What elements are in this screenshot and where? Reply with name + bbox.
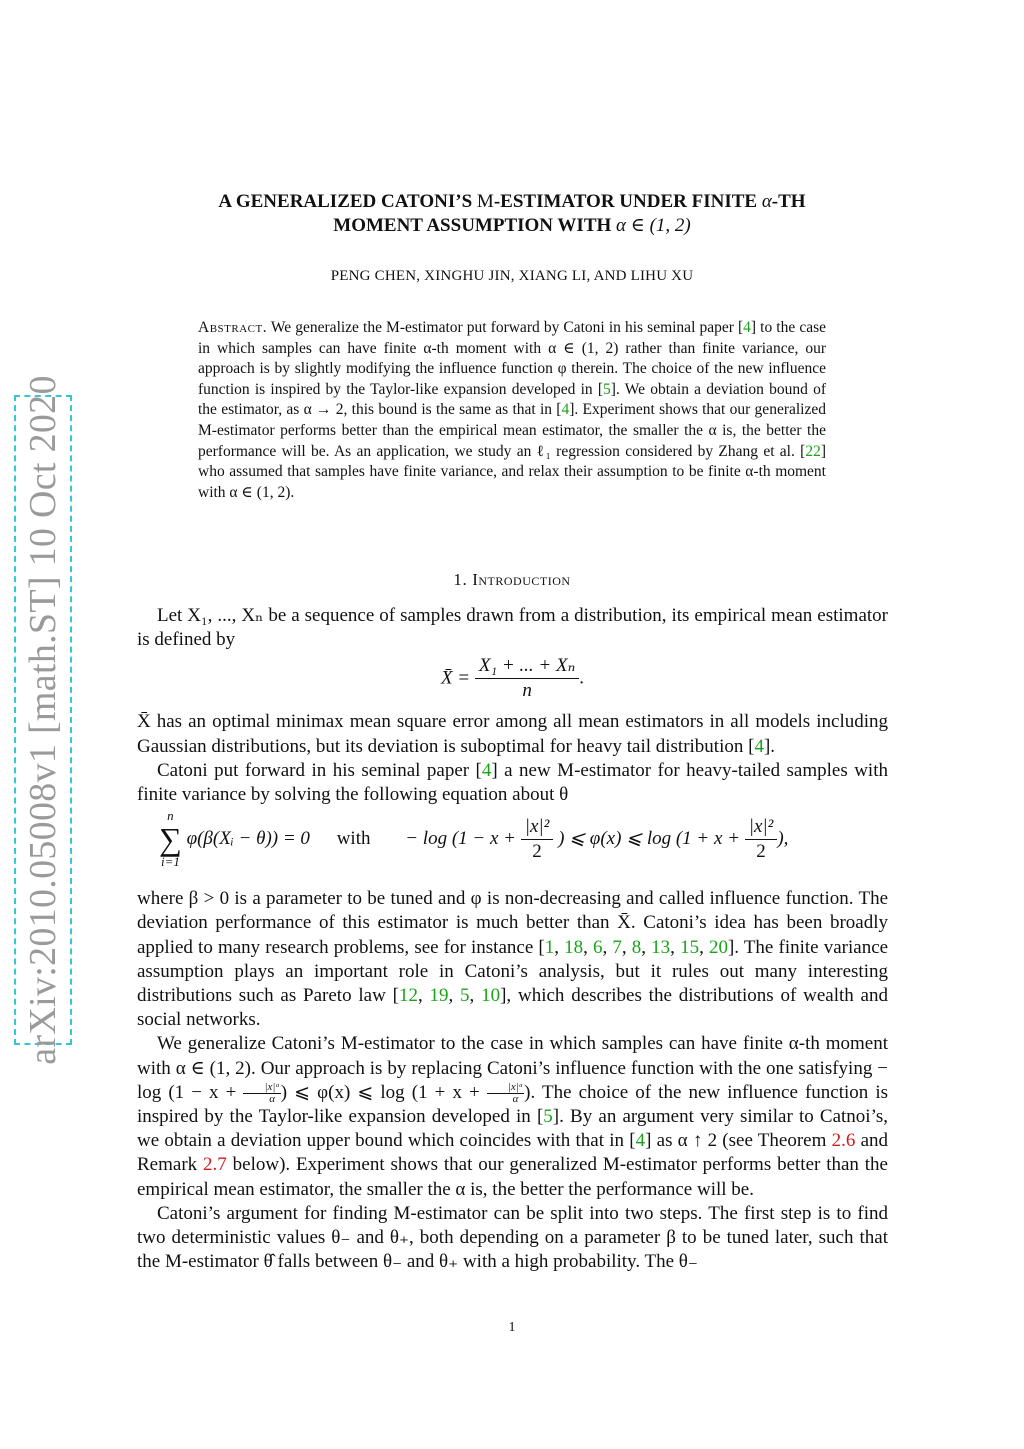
paragraph-1: Let X₁, ..., Xₙ be a sequence of samples drawn from a distribution, its empirical mean estimator is defined by: [137, 605, 888, 651]
inline-fraction: $\frac{\text{|x|ᵅ}}{\alpha}$: [243, 1082, 280, 1105]
paragraph-5: We generalize Catoni’s M-estimator to the case in which samples can have finite α-th moment with α ∈ (1, 2). Our approach is by replacing Catoni’s influence function with the one satisfying − log (1 − x + $\frac{\text{|x|ᵅ}}{\alpha}$ ) ⩽ φ(x) ⩽ log (1 + x + $\frac{\text{|x|ᵅ}}{\alpha}$ ). The choice of the new influence function is inspired by the Taylor-like expansion developed in [5]. By an argument very similar to Catnoi’s, we obtain a deviation upper bound which coincides with that in [4] as α ↑ 2 (see Theorem 2.6 and Remark 2.7 below). Experiment shows that our generalized M-estimator performs better than the empirical mean estimator, the smaller the α is, the better the performance will be.: [137, 1033, 889, 1200]
citation-link[interactable]: 1: [544, 936, 555, 958]
title-line-2: MOMENT ASSUMPTION WITH α ∈ (1, 2): [333, 215, 691, 236]
citation-link[interactable]: 19: [429, 985, 449, 1007]
equation-fraction: $\frac{\text{X₁ + ... + Xₙ}}{n}$: [475, 654, 579, 703]
paragraph-2: X̄ has an optimal minimax mean square error among all mean estimators in all models including Gaussian distributions, but its deviation is suboptimal for heavy tail distribution [4].: [137, 711, 888, 757]
paragraph-4: where β > 0 is a parameter to be tuned and φ is non-decreasing and called influence function. The deviation performance of this estimator is much better than X̄. Catoni’s idea has been broadly applied to many research problems, see for instance [1, 18, 6, 7, 8, 13, 15, 20]. The finite variance assumption plays an important role in Catoni’s analysis, but it rules out many interesting distributions such as Pareto law [12, 19, 5, 10], which describes the distributions of wealth and social networks.: [137, 888, 889, 1031]
inline-fraction: $\frac{\text{|x|ᵅ}}{\alpha}$: [487, 1082, 524, 1105]
citation-link[interactable]: 6: [593, 936, 603, 958]
paragraph-3: Catoni put forward in his seminal paper [4] a new M-estimator for heavy-tailed samples with finite variance by solving the following equation about θ: [137, 759, 888, 806]
citation-link[interactable]: 5: [543, 1106, 553, 1128]
author-list: PENG CHEN, XINGHU JIN, XIANG LI, AND LIHU XU: [330, 268, 694, 284]
sigma-icon: ∑: [159, 821, 182, 858]
section-heading-introduction: 1. Introduction: [453, 570, 571, 589]
equation-empirical-mean: X̄ = $\frac{\text{X₁ + ... + Xₙ}}{n}$ .: [440, 655, 585, 702]
body-text: [137, 604, 888, 1274]
citation-link[interactable]: 5: [460, 985, 470, 1007]
abstract: [198, 318, 826, 503]
equation-fraction: $\frac{\text{|x|²}}{2}$: [521, 815, 554, 864]
citation-link[interactable]: 8: [631, 936, 642, 958]
abstract-text: Abstract. We generalize the M-estimator put forward by Catoni in his seminal paper [4] to the case in which samples can have finite α-th moment with α ∈ (1, 2) rather than finite variance, our approach is by slightly modifying the influence function φ therein. The choice of the new influence function is inspired by the Taylor-like expansion developed in [5]. We obtain a deviation bound of the estimator, as α → 2, this bound is the same as that in [4]. Experiment shows that our generalized M-estimator performs better than the empirical mean estimator, the smaller the α is, the better the performance will be. As an application, we study an ℓ₁ regression considered by Zhang et al. [22] who assumed that samples have finite variance, and relax their assumption to be finite α-th moment with α ∈ (1, 2).: [198, 319, 826, 501]
arxiv-side-stamp[interactable]: [14, 375, 72, 1065]
citation-link[interactable]: 22: [805, 442, 821, 460]
summation: n ∑ i=1: [159, 808, 182, 870]
citation-link[interactable]: 10: [481, 985, 501, 1007]
citation-link[interactable]: 13: [651, 936, 671, 958]
title-line-1: A GENERALIZED CATONI’S M-ESTIMATOR UNDER FINITE α-TH: [218, 191, 806, 212]
citation-link[interactable]: 4: [561, 401, 570, 419]
citation-link[interactable]: 4: [481, 759, 492, 781]
arxiv-identifier: arXiv:2010.05008v1 [math.ST] 10 Oct 2020: [22, 375, 64, 1065]
equation-catoni-influence: n ∑ i=1 φ(β(Xᵢ − θ)) = 0 with − log (1 − x + $\frac{\text{|x|²}}{2}$ ) ⩽ φ(x) ⩽ log (1 + x + $\frac{\text{|x|²}}{2}$ ),: [159, 808, 789, 870]
theorem-reference-link[interactable]: 2.6: [831, 1130, 856, 1152]
citation-link[interactable]: 18: [564, 936, 584, 958]
citation-link[interactable]: 7: [612, 936, 622, 958]
citation-link[interactable]: 5: [603, 380, 611, 398]
remark-reference-link[interactable]: 2.7: [203, 1154, 227, 1176]
citation-link[interactable]: 12: [398, 985, 418, 1007]
abstract-label: Abstract.: [198, 319, 268, 336]
paper-title: [140, 190, 884, 238]
page-number: 1: [508, 1320, 516, 1335]
equation-fraction: $\frac{\text{|x|²}}{2}$: [745, 815, 778, 864]
paragraph-6: Catoni’s argument for finding M-estimator can be split into two steps. The first step is to find two deterministic values θ₋ and θ₊, both depending on a parameter β to be tuned later, such that the M-estimator θ̂ falls between θ₋ and θ₊ with a high probability. The θ₋: [137, 1202, 888, 1273]
citation-link[interactable]: 15: [680, 936, 700, 958]
citation-link[interactable]: 4: [635, 1130, 646, 1152]
citation-link[interactable]: 4: [743, 319, 751, 336]
citation-link[interactable]: 4: [754, 735, 764, 757]
citation-link[interactable]: 20: [708, 936, 728, 958]
